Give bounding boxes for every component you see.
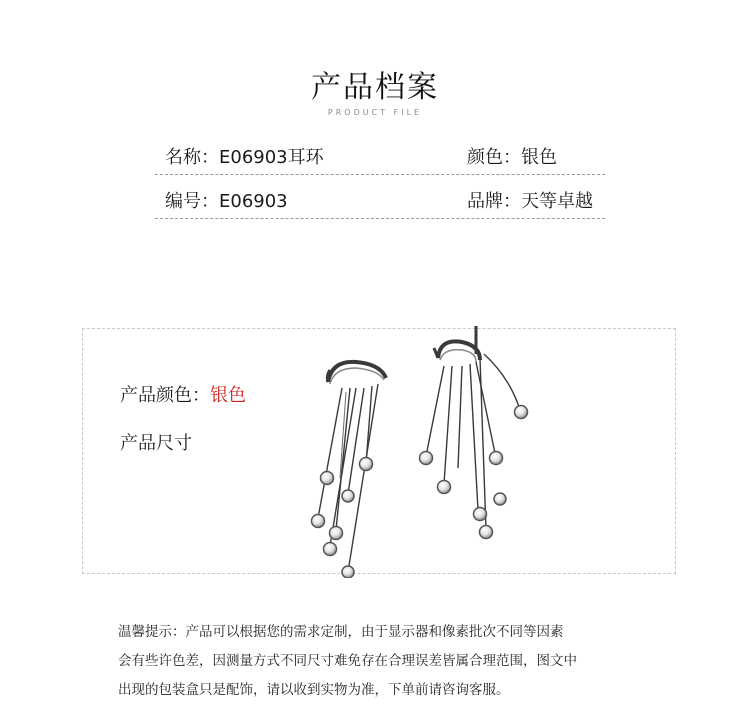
notice (118, 618, 678, 705)
spec-color (120, 381, 246, 407)
spec-color-label: 产品颜色： (120, 385, 210, 406)
left-earring (318, 362, 386, 572)
product-name: 名称：E06903耳环 (165, 147, 324, 168)
spec-size: 产品尺寸 (120, 433, 192, 454)
notice-line-1: 温馨提示：产品可以根据您的需求定制，由于显示器和像素批次不同等因素 (118, 624, 564, 640)
notice-line-2: 会有些许色差，因测量方式不同尺寸难免存在合理误差皆属合理范围，图文中 (118, 653, 577, 669)
earrings-image (290, 318, 550, 578)
notice-line-3: 出现的包装盒只是配饰，请以收到实物为准，下单前请咨询客服。 (118, 682, 510, 698)
product-color: 颜色：银色 (467, 147, 557, 168)
info-row-1 (155, 137, 605, 175)
info-row-2 (155, 181, 605, 219)
spec-color-value: 银色 (210, 385, 246, 406)
page-subtitle: PRODUCT FILE (327, 108, 423, 117)
divider-2 (155, 218, 605, 219)
product-brand: 品牌：天等卓越 (467, 191, 593, 212)
product-code: 编号：E06903 (165, 191, 288, 212)
page-title: 产品档案 (311, 70, 439, 105)
divider-1 (155, 174, 605, 175)
